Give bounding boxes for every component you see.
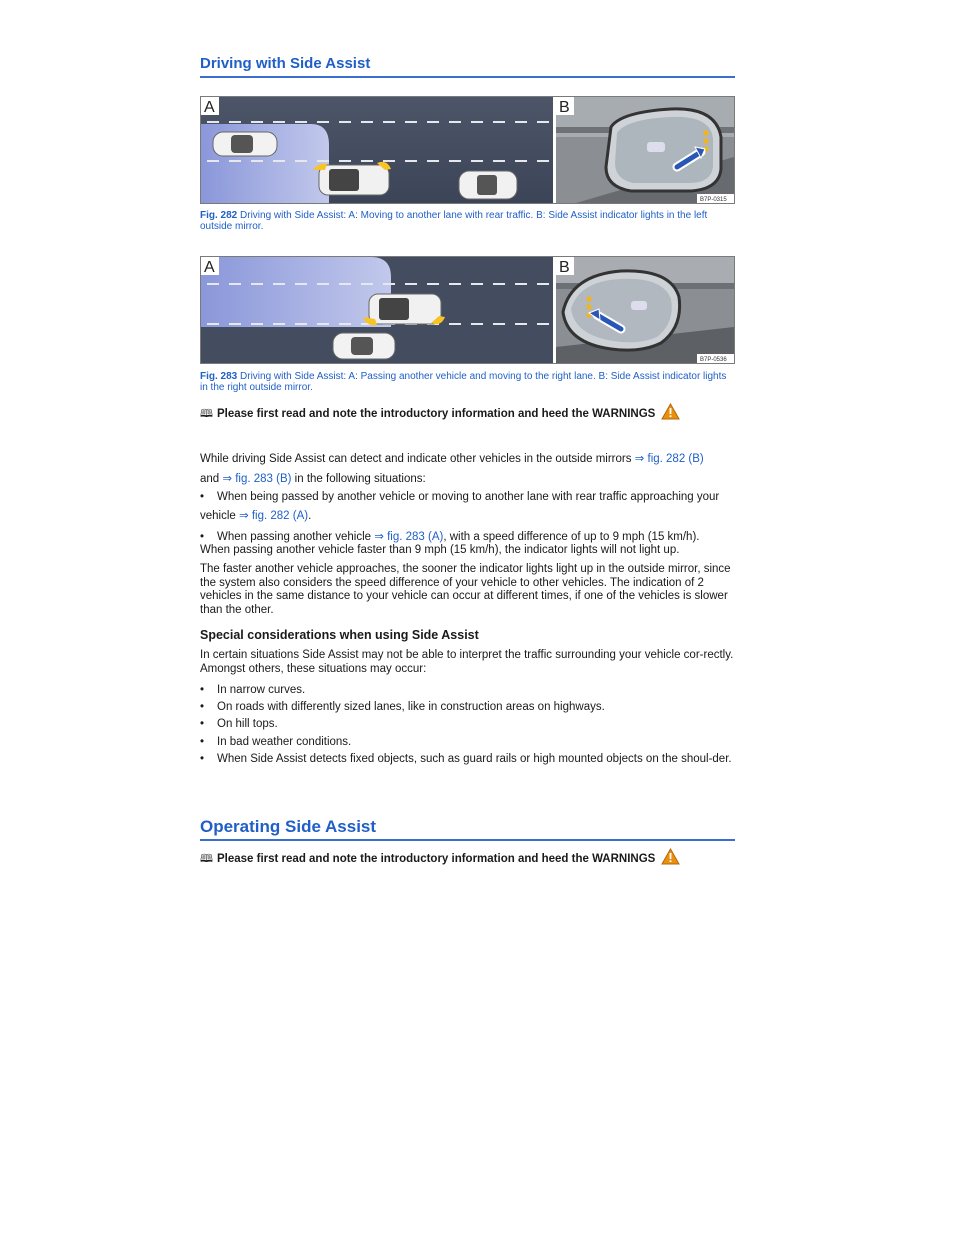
paragraph-faster: The faster another vehicle approaches, the sooner the indicator lights light up in the outside mirror, since the system also considers the speed difference of your vehicle to other vehicles. The indication of 2 vehicles in the same distance to your vehicle can occur at different times, if one of the vehicles is slower than the other. (200, 563, 731, 616)
link-fig283-b[interactable]: ⇒ fig. 283 (B) (222, 473, 292, 485)
warning-triangle-icon (661, 848, 680, 870)
caption-fig282-number: Fig. 282 (200, 210, 238, 221)
section-title-driving: Driving with Side Assist (200, 55, 735, 78)
special-paragraph: In certain situations Side Assist may not be able to interpret the traffic surrounding your vehicle cor-rectly. Amongst others, these situations may occur: (200, 649, 734, 675)
list-item-cont: When passing another vehicle faster than 9 mph (15 km/h), the indicator lights will not light up. (200, 544, 680, 556)
list-item: • When being passed by another vehicle or moving to another lane with rear traffic approaching your (200, 491, 720, 503)
intro-paragraph: While driving Side Assist can detect and indicate other vehicles in the outside mirrors ⇒ fig. 282 (B) (200, 453, 704, 465)
figure-283 (200, 256, 735, 364)
caption-fig283-number: Fig. 283 (200, 371, 238, 382)
link-fig282-a[interactable]: ⇒ fig. 282 (A) (239, 510, 309, 522)
list-item-cont: vehicle ⇒ fig. 282 (A). (200, 510, 312, 522)
operating-note (200, 848, 735, 870)
intro-note-text: Please first read and note the introductory information and heed the WARNINGS (216, 408, 656, 420)
fig282-label-a: A (204, 99, 215, 116)
intro-paragraph-cont: and ⇒ fig. 283 (B) in the following situations: (200, 473, 426, 485)
list-item: • When Side Assist detects fixed objects, such as guard rails or high mounted objects on the shoul-der. (200, 753, 732, 765)
list-item: • On roads with differently sized lanes, like in construction areas on highways. (200, 701, 605, 713)
caption-fig283-text: Driving with Side Assist: A: Passing another vehicle and moving to the right lane. B: Side Assist indicator lights in the right outside mirror. (200, 371, 727, 393)
caption-fig282-text: Driving with Side Assist: A: Moving to another lane with rear traffic. B: Side Assist indicator lights in the left outside mirror. (200, 210, 708, 232)
fig282-code: B7P-0315 (700, 197, 727, 203)
link-fig283-a[interactable]: ⇒ fig. 283 (A) (374, 531, 444, 543)
fig283-label-a: A (204, 259, 215, 276)
caption-fig283 (200, 371, 735, 393)
car-rear (213, 132, 277, 156)
list-item: • In bad weather conditions. (200, 736, 352, 748)
intro-note (200, 403, 735, 425)
fig283-code: B7P-0536 (700, 357, 727, 363)
link-fig282-b[interactable]: ⇒ fig. 282 (B) (634, 453, 704, 465)
bullet-icon: • (200, 531, 205, 543)
book-icon: 🕮 (200, 408, 213, 420)
special-considerations-heading: Special considerations when using Side Assist (200, 628, 479, 642)
list-item: • When passing another vehicle ⇒ fig. 283 (A), with a speed difference of up to 9 mph (15 km/h). (200, 531, 700, 543)
list-item: • On hill tops. (200, 718, 278, 730)
caption-fig282 (200, 210, 735, 232)
fig283-label-b: B (559, 259, 570, 276)
fig282-label-b: B (559, 99, 570, 116)
book-icon: 🕮 (200, 853, 213, 865)
section-title-operating: Operating Side Assist (200, 818, 735, 841)
bullet-icon: • (200, 491, 205, 503)
operating-note-text: Please first read and note the introductory information and heed the WARNINGS (216, 853, 656, 865)
warning-triangle-icon (661, 403, 680, 425)
list-item: • In narrow curves. (200, 684, 306, 696)
figure-282 (200, 96, 735, 204)
